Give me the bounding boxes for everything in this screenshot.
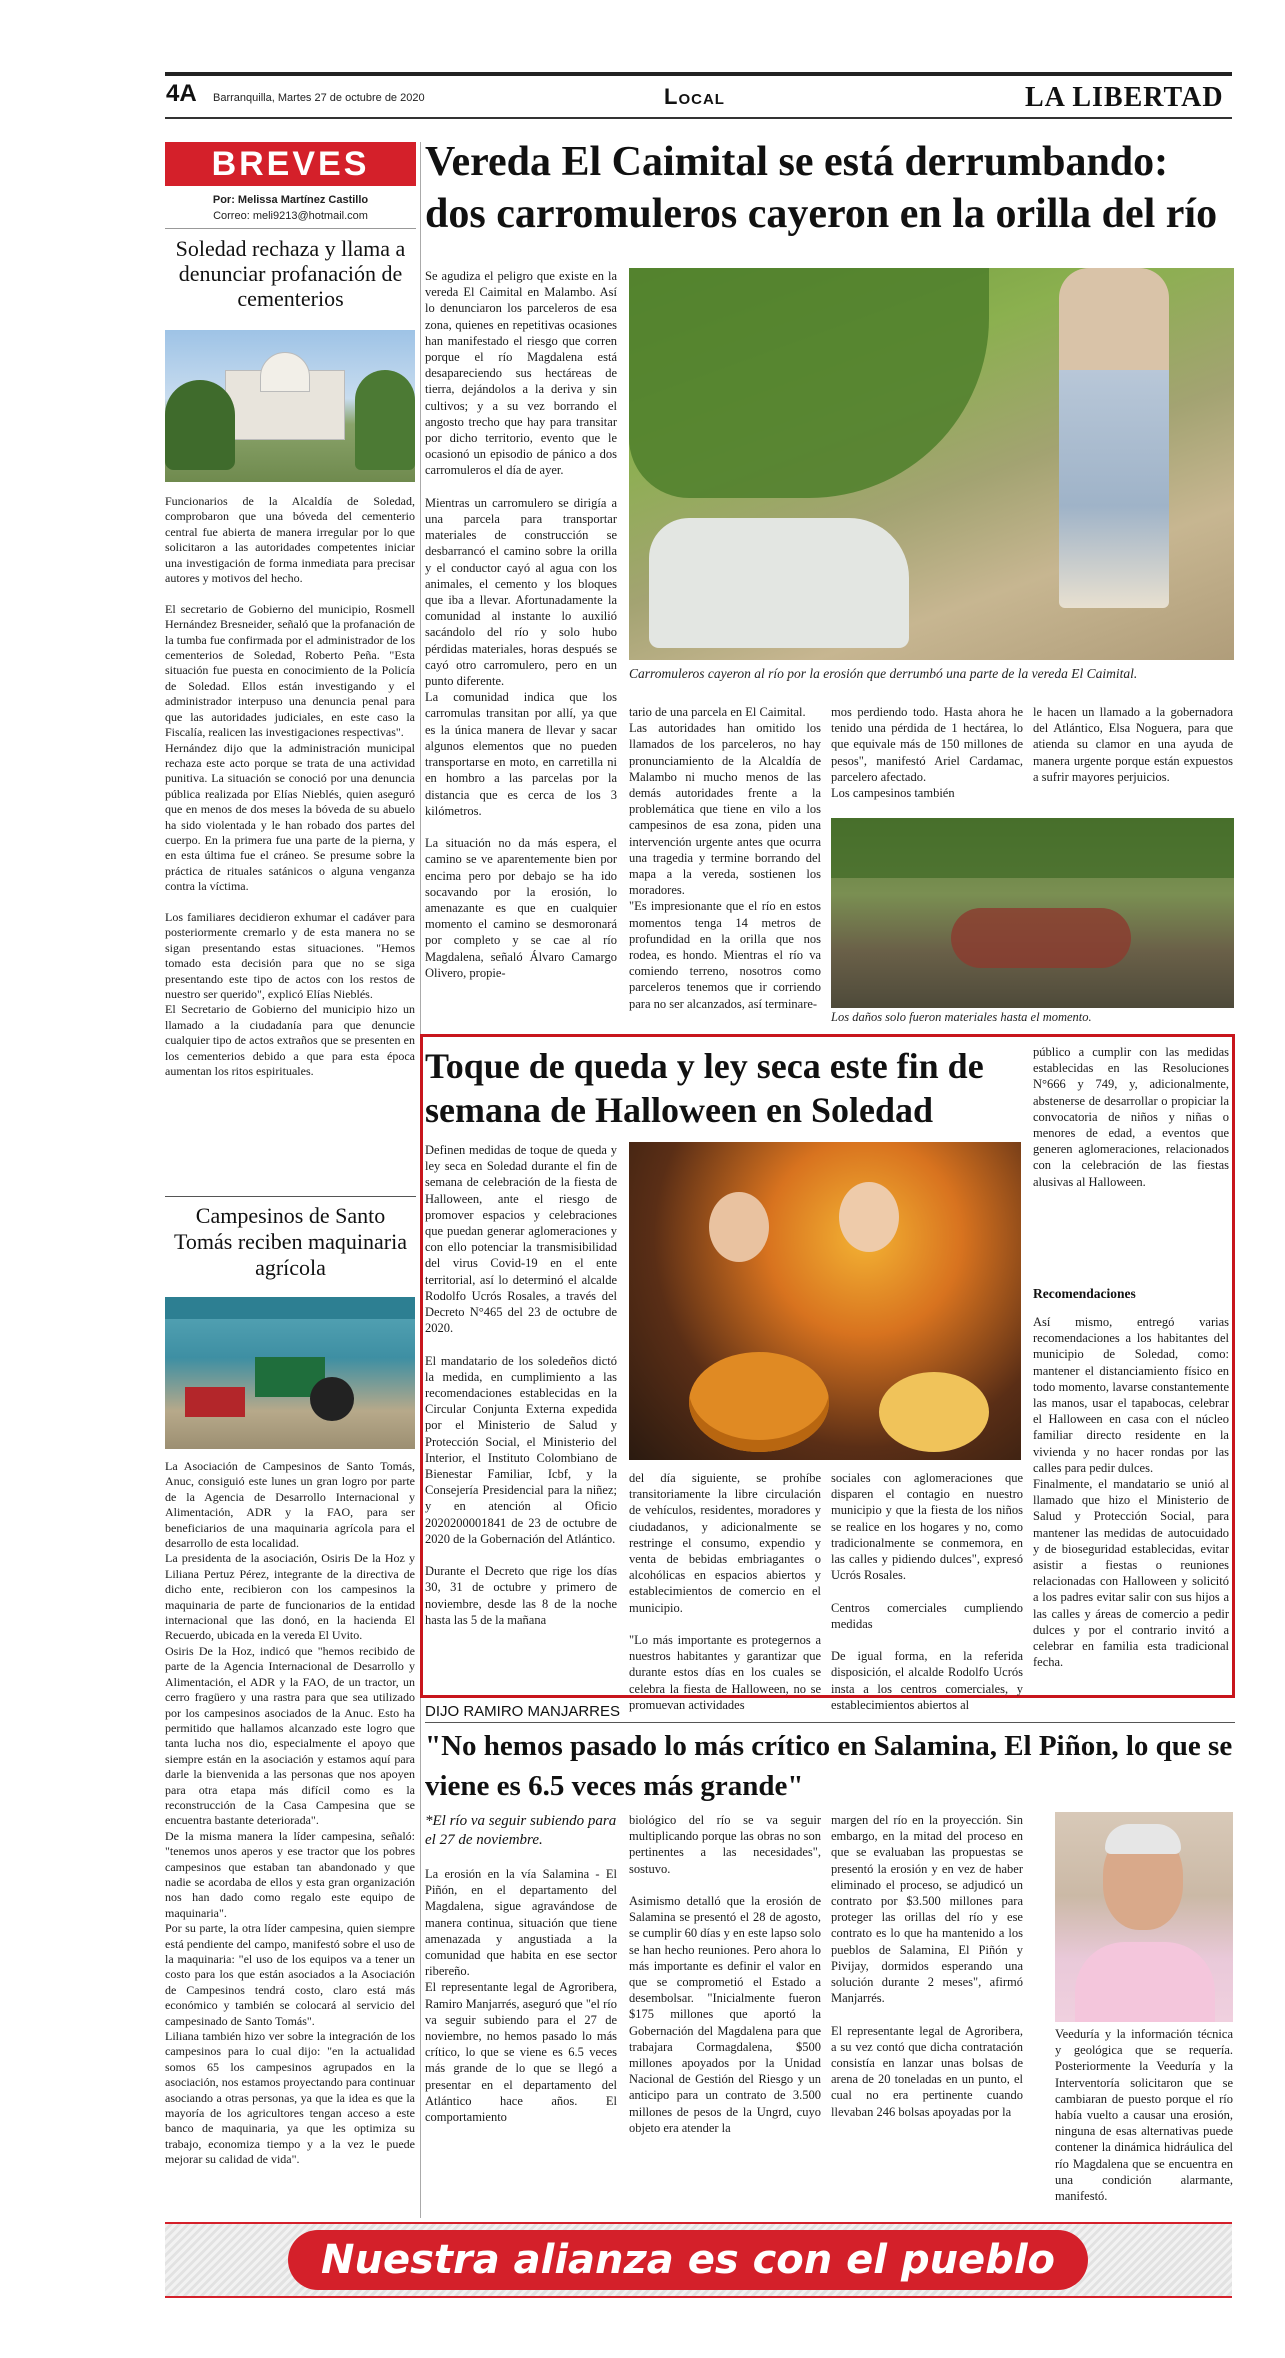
cemetery-photo — [165, 330, 415, 482]
worker — [1059, 268, 1169, 608]
sacks — [649, 518, 909, 648]
breves-byline: Por: Melissa Martínez Castillo — [212, 194, 369, 206]
tractor-photo — [165, 1297, 415, 1449]
lead-caption1: Carromuleros cayeron al río por la erosión que derrumbó una parte de la vereda El Caimital. — [629, 666, 1138, 681]
story1-body: Funcionarios de la Alcaldía de Soledad, comprobaron que una bóveda del cementerio central fue abierta de manera irregular por lo que solicitaron a las autoridades competentes iniciar una investigación de forma inmediata para precisar autores y motivos del hecho. El secretario de Gobierno del municipio, Rosmell Hernández Bresneider, señaló que la profanación de la tumba fue confirmada por el administrador de los cementerios de Soledad, Roberto Peña. "Esta situación fue puesta en conocimiento de la Policía de Soledad. Ellos están investigando y el administrador interpuso una denuncia penal para que las autoridades judiciales, en este caso la Fiscalía, realicen las investigaciones respectivas". Hernández dijo que la administración municipal rechaza este acto porque se trata de una actividad punitiva. La situación se conoció por una denuncia pública realizada por Elías Nieblés, quien aseguró que en menos de dos meses la bóveda de su abuelo ha sido violentada y le han robado dos partes del cuerpo. En la primera fue una parte de la pierna, y en esta última fue el cráneo. Se presume sobre la práctica de rituales satánicos o alguna venganza contra la víctima. Los familiares decidieron exhumar el cadáver para posteriormente cremarlo y de esta manera no se sigan presentando estas situaciones. "Hemos tomado esta decisión para que no se siga presentando este tipo de actos con los restos de nuestro ser querido", explicó Elías Nieblés. El Secretario de Gobierno del municipio hizo un llamado a la ciudadanía para que denuncie cualquier tipo de actos extraños que se presenten en los cementerios debido a que para esta época aumentan los ritos espirituales. — [165, 494, 415, 1079]
portrait-hair — [1105, 1824, 1181, 1854]
salamina-col3: margen del río en la proyección. Sin embargo, en la mitad del proceso en que se evaluaban las propuestas se presentó la erosión y en vez de haber eliminado el proceso, se adjudicó un contrato por $3.500 millones para proteger las orillas del río y ese contrato es lo que ha mantenido a los pueblos de Salamina, El Piñón y Pivijay, dormidos esperando una solución durante 2 meses", afirmó Manjarrés. El representante legal de Agroribera, a su vez contó que dicha contratación consistía en lanzar unas bolsas de arena de 20 toneladas en un punto, el cual no era pertinente cuando llevaban 246 bolsas apoyadas por la — [831, 1813, 1023, 2119]
sidebar-divider — [165, 1196, 416, 1197]
bushes — [629, 268, 989, 498]
field-photo — [629, 268, 1234, 660]
halloween-photo — [629, 1142, 1021, 1460]
halloween-subhead: Recomendaciones — [1033, 1286, 1136, 1301]
salamina-headline: "No hemos pasado lo más crítico en Salamina, El Piñon, lo que se viene es 6.5 veces más grande" — [425, 1730, 1233, 1802]
story1-headline: Soledad rechaza y llama a denunciar profanación de cementerios — [175, 236, 406, 311]
salamina-col1: La erosión en la vía Salamina - El Piñón, en el departamento del Magdalena, sigue agravándose de manera continua, situación que tiene amenazada y angustiada a la comunidad que habita en ese sector ribereño. El representante legal de Agroribera, Ramiro Manjarrés, aseguró que "el río va seguir subiendo para el 27 de noviembre, no hemos pasado lo más crítico, lo que se viene es 6.5 veces más grande de lo que se llegó a presentar en el departamento del Atlántico hace años. El comportamiento — [425, 1867, 617, 2125]
story2-body: La Asociación de Campesinos de Santo Tomás, Anuc, consiguió este lunes un gran logro por parte de la Agencia de Desarrollo Internacional y Alimentación, ADR y la FAO, para ser beneficiarios de una maquinaria agrícola para el desarrollo de esta localidad. La presidenta de la asociación, Osiris De la Hoz y Liliana Pertuz Pérez, integrante de la directiva de dicho ente, recibieron con los campesinos la maquinaria de parte de funcionarios de la entidad internacional que las donó, en la hacienda El Recuerdo, ubicada en la vereda El Uvito. Osiris De la Hoz, indicó que "hemos recibido de parte de la Agencia Internacional de Desarrollo y Alimentación, el ADR y la FAO, de un tractor, un cerro fragüero y una rastra para que sea utilizado por los campesinos asociados de la Anuc. Esto ha permitido que hallamos alcanzado este logro que tanta lucha nos dio, especialmente el apoyo que siempre están en la asociación y estamos aquí para darle la bienvenida a las personas que nos apoyen para otra etapa más difícil como es la reconstrucción de la Casa Campesina que se encuentra bastante deteriorada". De la misma manera la líder campesina, señaló: "tenemos unos aperos y ese tractor que los pobres campesinos que estaban tan abandonado y que nadie se acordaba de ellos y esta gran organización nos han dado como regalo este equipo de maquinaria". Por su parte, la otra líder campesina, quien siempre está pendiente del campo, manifestó sobre el uso de la maquinaria: "el uso de los equipos va a tener un costo para los que están asociados a la Asociación de Campesinos tendrá costo, claro está más económico y también se colocará al servicio del campesinado de Santo Tomás". Liliana también hizo ver sobre la integración de los campesinos para lo cual dijo: "en la actualidad somos 65 los campesinos agrupados en la asociación, nos estamos proyectando para continuar asociando a otras personas, ya que la idea es que la mayoría de los agricultores tengan acceso a este banco de maquinaria, ya que les optimiza su trabajo, economiza tiempo y a la vez le puede mejorar su calidad de vida". — [165, 1459, 415, 2167]
implement-red — [185, 1387, 245, 1417]
child-face-2 — [839, 1182, 899, 1252]
pumpkin-left — [689, 1352, 829, 1452]
story2-headline: Campesinos de Santo Tomás reciben maquinaria agrícola — [173, 1203, 408, 1280]
halloween-col1: Definen medidas de toque de queda y ley seca en Soledad durante el fin de semana de celebración de la fiesta de Halloween, ante el riesgo de promover espacios y celebraciones que puedan generar aglomeraciones y con ello potenciar la transmisibilidad del virus Covid-19 en el ente territorial, así lo determinó el alcalde Rodolfo Ucrós Rosales, a través del Decreto N°465 del 23 de octubre de 2020. El mandatario de los soledeños dictó la medida, en cumplimiento a las recomendaciones establecidas en la Circular Conjunta Externa expedida por el Ministerio de Salud y Protección Social, el Ministerio del Interior, el Instituto Colombiano de Bienestar Familiar, Icbf, y la Consejería Presidencial para la niñez; y en atención al Oficio 2020200001841 de 23 de octubre de 2020 de la Gobernación del Atlántico. Durante el Decreto que rige los días 30, 31 de octubre y primero de noviembre, desde las 8 de la noche hasta las 5 de la mañana — [425, 1143, 617, 1627]
footer-slogan: Nuestra alianza es con el pueblo — [320, 2237, 1056, 2283]
breves-title: BREVES — [211, 144, 370, 183]
portrait-shirt — [1075, 1942, 1215, 2022]
salamina-col2: biológico del río se va seguir multiplicando porque las obras no son pertinentes a las necesidades", sostuvo. Asimismo detalló que la erosión de Salamina se presentó el 28 de agosto, se cumplir 60 días y en este lapso solo se han hecho reuniones. Pero ahora lo más importante es definir el valor en que se comprometió el Estado a desembolsar. "Inicialmente fueron $175 millones que aportó la Gobernación del Magdalena para que trabajara Cormagdalena, $500 millones apoyados por la Unidad Nacional de Gestión del Riesgo y un anticipo para un contrato de 3.500 millones de pesos de la Ungrd, cuyo objeto era atender la — [629, 1813, 821, 2135]
cemetery-arch — [260, 352, 310, 392]
lead-col3: mos perdiendo todo. Hasta ahora he tenido una pérdida de 1 hectárea, lo que equivale más de 150 millones de pesos", manifestó Ariel Cardamac, parcelero afectado. Los campesinos también — [831, 705, 1023, 801]
salamina-col4: Veeduría y la información técnica y geológica que se requería. Posteriormente la Veeduría y la Interventoría solicitaron que se cambiaran de puesto porque el río había vuelto a causar una erosión, ninguna de esas alternativas puede contener la dinámica hidráulica del río Magdalena que se encuentra en una condición alarmante, manifestó. — [1055, 2027, 1233, 2204]
page-number: 4A — [166, 80, 197, 107]
footer-slogan-pill — [288, 2230, 1088, 2290]
tractor-wheel — [310, 1377, 354, 1421]
halloween-col3: sociales con aglomeraciones que disparen el contagio en nuestro municipio y que la fiesta de los niños se realice en los hogares y no, como tradicionalmente se conmemora, en las calles y pidiendo dulces", expresó Ucrós Rosales. Centros comerciales cumpliendo medidas De igual forma, en la referida disposición, el alcalde Rodolfo Ucrós insta a los centros comerciales, y establecimientos abiertos al — [831, 1471, 1023, 1712]
tree-left — [165, 380, 235, 470]
grass — [831, 818, 1234, 878]
salamina-kicker: DIJO RAMIRO MANJARRES — [425, 1703, 621, 1720]
dateline: Barranquilla, Martes 27 de octubre de 2020 — [213, 92, 425, 104]
breves-rule — [165, 228, 416, 229]
halloween-col2: del día siguiente, se prohíbe transitoriamente la libre circulación de vehículos, residentes, moradores y ciudadanos, y adicionalmente se restringe el consumo, expendio y venta de bebidas embriagantes o alcohólicas en espacios abiertos y establecimientos de comercio en el municipio. "Lo más importante es protegernos a nuestros habitantes y garantizar que durante estos días en los cuales se celebra la fiesta de Halloween, no se promuevan actividades — [629, 1471, 821, 1712]
lead-col2: tario de una parcela en El Caimital. Las autoridades han omitido los llamados de los parceleros, no hay pronunciamiento de la Alcaldía de Malambo ni mucho menos de las demás autoridades frente a la problemática que tiene en vilo a los campesinos de esa zona, piden una intervención urgente antes que ocurra una tragedia y termine borrando del mapa a la vereda, sostienen los moradores. "Es impresionante que el río en estos momentos tenga 14 metros de profundidad en la orilla que nos rodea, es hondo. Mientras el río va comiendo terreno, nosotros como parceleros tenemos que ir corriendo para no ser alcanzados, así terminare- — [629, 705, 821, 1011]
header-top-rule — [165, 72, 1232, 76]
section-label: Local — [664, 84, 725, 109]
breves-banner — [165, 142, 416, 186]
halloween-headline: Toque de queda y ley seca este fin de semana de Halloween en Soledad — [425, 1046, 984, 1130]
child-face-1 — [709, 1192, 769, 1262]
lead-col4: le hacen un llamado a la gobernadora del Atlántico, Elsa Noguera, para que atienda su clamor en una ayuda de manera urgente porque están expuestos a sufrir mayores perjuicios. — [1033, 705, 1233, 784]
pumpkin-right — [879, 1372, 989, 1452]
halloween-col4a: público a cumplir con las medidas establecidas en las Resoluciones N°666 y 749, y, adicionalmente, abstenerse de desarrollar o propiciar la convocatoria de niños y niñas o menores de edad, a eventos que generen aglomeraciones, relacionados con la celebración de las fiestas alusivas al Halloween. — [1033, 1045, 1229, 1189]
manjarres-portrait — [1055, 1812, 1233, 2022]
tree-right — [355, 370, 415, 470]
lead-col1: Se agudiza el peligro que existe en la vereda El Caimital en Malambo. Así lo denunciaron los parceleros de esa zona, quienes en repetitivas ocasiones han manifestado el riesgo que corren porque el río Magdalena está desapareciendo sus hectáreas de tierra, dejándolos a la deriva y sin cultivos; y a su vez borrando el angosto trecho que hay para transitar por dicho territorio, evento que le ocasionó un episodio de pánico a dos carromuleros el día de ayer. Mientras un carromulero se dirigía a una parcela para transportar materiales de construcción se desbarrancó el camino sobre la orilla y el conductor cayó al agua con los animales, el cemento y los bloques que iba a llevar. Afortunadamente la comunidad al instante lo auxilió sacándolo del río y solo hubo pérdidas materiales, horas después se cayó otro carromulero, pero en un punto diferente. La comunidad indica que los carromulas transitan por allí, ya que es la única manera de llevar y sacar algunos elementos que no pueden transportarse en moto, en carretilla ni en hombro a las parcelas por la distancia que es cerca de los 3 kilómetros. La situación no da más espera, el camino se ve aparentemente bien por encima pero por debajo se ha ido socavando por la erosión, lo amenazante es que en cualquier momento el camino se desmoronará por completo y se cae al río Magdalena, señaló Álvaro Camargo Olivero, propie- — [425, 269, 617, 980]
damaged-debris — [951, 908, 1131, 968]
lead-headline: Vereda El Caimital se está derrumbando: dos carromuleros cayeron en la orilla del río — [425, 139, 1218, 237]
breves-email: Correo: meli9213@hotmail.com — [213, 210, 368, 222]
halloween-col4b: Así mismo, entregó varias recomendaciones a los habitantes del municipio de Soledad, como: mantener el distanciamiento físico en todo momento, lavarse constantemente las manos, usar el tapabocas, celebrar el Halloween en casa con el núcleo familiar directo residente en la vivienda y no hacer rondas por las calles para pedir dulces. Finalmente, el mandatario se unió al llamado que hizo el Ministerio de Salud y Protección Social, para mantener las medidas de autocuidado y de bioseguridad establecidas, evitar asistir a fiestas o reuniones relacionadas con Halloween y solicitó a los padres evitar salir con sus hijos a las calles y áreas de comercio a pedir dulces y por el contrario invitó a celebrar en familia esta tradicional fecha. — [1033, 1315, 1229, 1670]
lead-caption2: Los daños solo fueron materiales hasta el momento. — [831, 1010, 1092, 1024]
newspaper-name: LA LIBERTAD — [1025, 82, 1224, 113]
header-bottom-rule — [165, 117, 1232, 119]
shed-roof — [165, 1297, 415, 1319]
damage-photo — [831, 818, 1234, 1008]
salamina-kicker-rule — [425, 1722, 1235, 1723]
salamina-deck: *El río va seguir subiendo para el 27 de noviembre. — [425, 1813, 617, 1848]
